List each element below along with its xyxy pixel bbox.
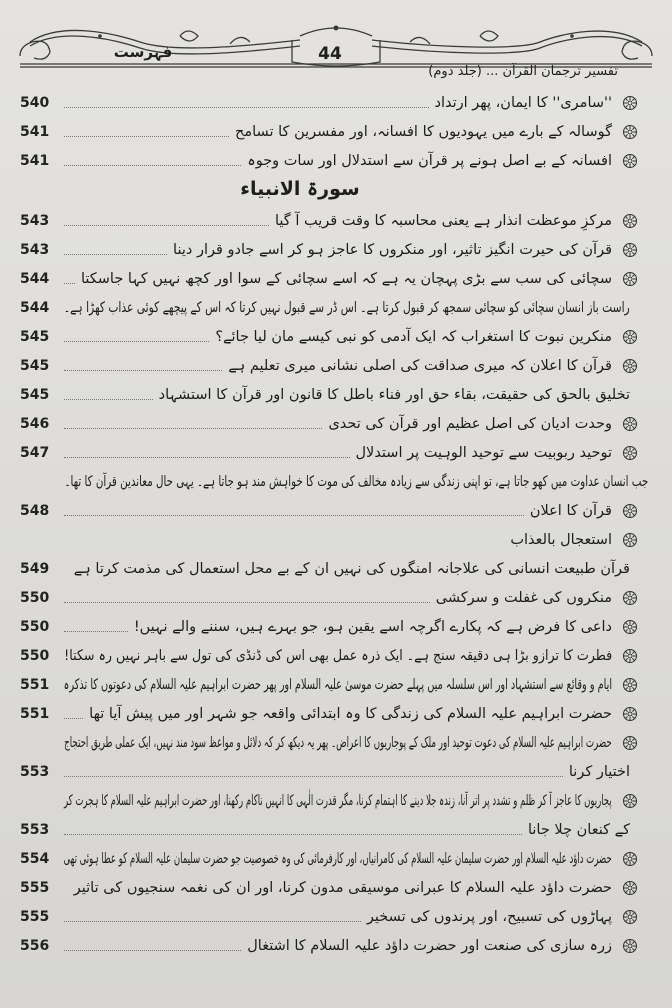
contents-row xyxy=(0,529,672,551)
contents-row xyxy=(0,268,672,290)
entry-title: حضرت ابراہیم علیہ السلام کی زندگی کا وہ ابتدائی واقعہ جو شہر اور میں پیش آیا تھا xyxy=(89,706,612,722)
flower-bullet-icon xyxy=(622,909,638,925)
entry-title: قرآن کا اعلان xyxy=(529,503,612,519)
dot-leader xyxy=(64,602,430,603)
dot-leader xyxy=(64,950,241,951)
entry-title: جب انسان عداوت میں کھو جاتا ہے، تو اپنی زندگی سے زیادہ مخالف کی موت کا خواہش مند ہو جاتا ہے۔ یہی حال معاندین قرآن کا تھا۔ xyxy=(64,474,648,490)
contents-row xyxy=(0,471,672,493)
contents-row xyxy=(0,413,672,435)
dot-leader xyxy=(64,225,269,226)
contents-row xyxy=(0,121,672,143)
dot-leader xyxy=(64,136,229,137)
contents-row xyxy=(0,761,672,783)
entry-title: قرآن کا اعلان کہ میری صداقت کی اصلی نشانی میری تعلیم ہے xyxy=(228,358,612,374)
entry-title: سچائی کی سب سے بڑی پہچان یہ ہے کہ اسے سچائی کے سوا اور کچھ نہیں کہا جاسکتا xyxy=(80,271,612,287)
entry-title: پجاریوں کا عاجز آ کر ظلم و تشدد پر اتر آنا، زندہ جلا دینے کا اہتمام کرنا، مگر قدرت الٰہی کا انہیں ناکام رکھنا، اور حضرت ابراہیم علیہ السلام کا ہجرت کر xyxy=(64,793,612,809)
section-heading: سورۃ الانبیاء xyxy=(240,178,360,200)
entry-page-number: 551 xyxy=(20,677,50,693)
entry-page-number: 540 xyxy=(20,95,50,111)
contents-row xyxy=(0,877,672,899)
entry-title: حضرت داؤد علیہ السلام اور حضرت سلیمان علیہ السلام کی کامرانیاں، اور کارفرمائی کی وہ خصوصیت جو حضرت سلیمان علیہ السلام کو عطا ہوئی تھی xyxy=(63,851,612,867)
entry-title: داعی کا فرض ہے کہ پکارے اگرچہ اسے یقین ہو، جو بہرے ہیں، سننے والے نہیں! xyxy=(133,619,612,635)
entry-page-number: 551 xyxy=(20,706,50,722)
flower-bullet-icon xyxy=(622,677,638,693)
entry-page-number: 545 xyxy=(20,387,50,403)
contents-row xyxy=(0,732,672,754)
entry-page-number: 541 xyxy=(20,124,50,140)
contents-row xyxy=(0,210,672,232)
flower-bullet-icon xyxy=(622,503,638,519)
dot-leader xyxy=(64,165,241,166)
entry-title: افسانہ کے بے اصل ہونے پر قرآن سے استدلال اور سات وجوہ xyxy=(247,153,612,169)
flower-bullet-icon xyxy=(622,213,638,229)
flower-bullet-icon xyxy=(622,619,638,635)
flower-bullet-icon xyxy=(622,153,638,169)
entry-page-number: 550 xyxy=(20,619,50,635)
flower-bullet-icon xyxy=(622,648,638,664)
contents-row xyxy=(0,239,672,261)
flower-bullet-icon xyxy=(622,735,638,751)
entry-title: وحدت ادیان کی اصل عظیم اور قرآن کی تحدی xyxy=(328,416,612,432)
dot-leader xyxy=(64,399,153,400)
flower-bullet-icon xyxy=(622,358,638,374)
dot-leader xyxy=(64,921,361,922)
entry-title: ایام و وقائع سے استشہاد اور اس سلسلہ میں پہلے حضرت موسیٰ علیہ السلام اور پھر حضرت ابراہیم علیہ السلام کی دعوتوں کا تذکرہ xyxy=(63,677,612,693)
flower-bullet-icon xyxy=(622,271,638,287)
flower-bullet-icon xyxy=(622,706,638,722)
contents-row xyxy=(0,297,672,319)
entry-page-number: 545 xyxy=(20,358,50,374)
dot-leader xyxy=(64,107,429,108)
entry-page-number: 553 xyxy=(20,764,50,780)
entry-page-number: 543 xyxy=(20,242,50,258)
entry-title: قرآن کی حیرت انگیز تاثیر، اور منکروں کا عاجز ہو کر اسے جادو قرار دینا xyxy=(173,242,612,258)
entry-page-number: 556 xyxy=(20,938,50,954)
entry-title: قرآن طبیعت انسانی کی علاجانہ امنگوں کی نہیں ان کے بے محل استعمال کی مذمت کرتا ہے xyxy=(73,561,630,577)
entry-page-number: 550 xyxy=(20,590,50,606)
entry-title: استعجال بالعذاب xyxy=(510,532,612,548)
entry-title: گوسالہ کے بارے میں یہودیوں کا افسانہ، اور مفسرین کا تسامح xyxy=(235,124,612,140)
entry-page-number: 541 xyxy=(20,153,50,169)
flower-bullet-icon xyxy=(622,590,638,606)
entry-page-number: 544 xyxy=(20,271,50,287)
contents-row xyxy=(0,819,672,841)
dot-leader xyxy=(64,254,167,255)
dot-leader xyxy=(64,515,524,516)
contents-row xyxy=(0,384,672,406)
dot-leader xyxy=(64,370,222,371)
entry-page-number: 555 xyxy=(20,909,50,925)
flower-bullet-icon xyxy=(622,445,638,461)
dot-leader xyxy=(64,457,350,458)
entry-page-number: 555 xyxy=(20,880,50,896)
entry-page-number: 548 xyxy=(20,503,50,519)
contents-row xyxy=(0,355,672,377)
flower-bullet-icon xyxy=(622,416,638,432)
contents-row xyxy=(0,558,672,580)
contents-row xyxy=(0,645,672,667)
contents-row xyxy=(0,906,672,928)
contents-row xyxy=(0,326,672,348)
flower-bullet-icon xyxy=(622,793,638,809)
entry-title: اختیار کرنا xyxy=(568,764,630,780)
entry-title: زرہ سازی کی صنعت اور حضرت داؤد علیہ السلام کا اشتغال xyxy=(247,938,612,954)
entry-page-number: 550 xyxy=(20,648,50,664)
contents-row xyxy=(0,616,672,638)
entry-title: مرکزِ موعظت انذار ہے یعنی محاسبہ کا وقت قریب آ گیا xyxy=(275,213,612,229)
entry-title: راست باز انسان سچائی کو سچائی سمجھ کر قبول کرتا ہے۔ اس ڈر سے قبول نہیں کرتا کہ اس کے پیچھے کوئی عذاب کھڑا ہے۔ xyxy=(64,300,630,316)
entry-page-number: 549 xyxy=(20,561,50,577)
contents-row xyxy=(0,150,672,172)
flower-bullet-icon xyxy=(622,532,638,548)
running-title: تفسیر ترجمان القرآن ... (جلد دوم) xyxy=(428,64,618,79)
entry-title: حضرت ابراہیم علیہ السلام کی دعوت توحید اور ملک کے پوجاریوں کا اعراض۔ پھر یہ دیکھ کر کہ دلائل و مواعظ سود مند نہیں، ایک عملی طریق احتجاج xyxy=(64,735,612,751)
contents-row xyxy=(0,587,672,609)
contents-row xyxy=(0,703,672,725)
contents-row xyxy=(0,674,672,696)
entry-title: پہاڑوں کی تسبیح، اور پرندوں کی تسخیر xyxy=(366,909,612,925)
dot-leader xyxy=(64,718,83,719)
contents-row xyxy=(0,500,672,522)
entry-page-number: 547 xyxy=(20,445,50,461)
contents-row xyxy=(0,790,672,812)
contents-row xyxy=(0,848,672,870)
dot-leader xyxy=(64,834,522,835)
entry-page-number: 543 xyxy=(20,213,50,229)
dot-leader xyxy=(64,341,209,342)
entry-page-number: 545 xyxy=(20,329,50,345)
flower-bullet-icon xyxy=(622,95,638,111)
entry-page-number: 544 xyxy=(20,300,50,316)
entry-title: فطرت کا ترازو بڑا ہی دقیقہ سنج ہے۔ ایک ذرہ عمل بھی اس کی ڈنڈی کی تول سے باہر نہیں رہ سکتا! xyxy=(64,648,612,664)
entry-title: منکرین نبوت کا استغراب کہ ایک آدمی کو نبی کیسے مان لیا جائے؟ xyxy=(215,329,612,345)
flower-bullet-icon xyxy=(622,851,638,867)
dot-leader xyxy=(64,776,563,777)
contents-row xyxy=(0,442,672,464)
flower-bullet-icon xyxy=(622,242,638,258)
entry-page-number: 554 xyxy=(20,851,50,867)
flower-bullet-icon xyxy=(622,329,638,345)
contents-row xyxy=(0,92,672,114)
contents-label: فہرست xyxy=(113,43,173,61)
entry-title: ''سامری'' کا ایمان، پھر ارتداد xyxy=(434,95,612,111)
flower-bullet-icon xyxy=(622,938,638,954)
entry-page-number: 553 xyxy=(20,822,50,838)
dot-leader xyxy=(64,428,322,429)
flower-bullet-icon xyxy=(622,880,638,896)
entry-title: توحید ربوبیت سے توحید الوہیت پر استدلال xyxy=(355,445,612,461)
flower-bullet-icon xyxy=(622,124,638,140)
contents-row xyxy=(0,935,672,957)
dot-leader xyxy=(64,631,128,632)
entry-title: منکروں کی غفلت و سرکشی xyxy=(435,590,612,606)
dot-leader xyxy=(64,283,75,284)
page-number: 44 xyxy=(318,44,342,64)
entry-title: تخلیق بالحق کی حقیقت، بقاء حق اور فناء باطل کا قانون اور قرآن کا استشہاد xyxy=(158,387,630,403)
entry-page-number: 546 xyxy=(20,416,50,432)
entry-title: حضرت داؤد علیہ السلام کا عبرانی موسیقی مدون کرنا، اور ان کی نغمہ سنجیوں کی تاثیر xyxy=(73,880,612,896)
entry-title: کے کنعان چلا جانا xyxy=(527,822,630,838)
